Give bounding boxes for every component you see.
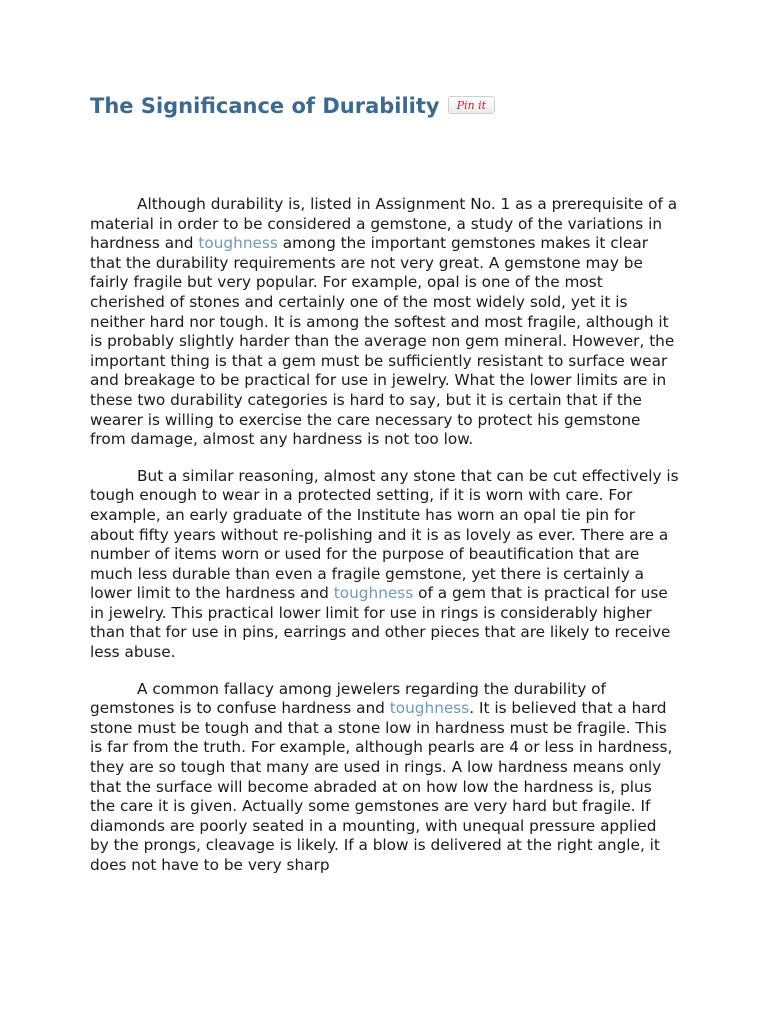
paragraph-2 <box>90 467 680 663</box>
paragraph-1-text-a: Although durability is, listed in Assignment No. 1 as a prerequisite of a material in order to be considered a gemstone, a study of the variations in hardness and <box>90 195 678 253</box>
toughness-link-1[interactable]: toughness <box>198 234 278 253</box>
paragraph-3 <box>90 680 680 876</box>
paragraph-2-text-a: But a similar reasoning, almost any stone that can be cut effectively is tough enough to wear in a protected setting, if it is worn with care. For example, an early graduate of the Institute has worn an opal tie pin for about fifty years without re-polishing and it is as lovely as ever. There are a number of items worn or used for the purpose of beautification that are much less durable than even a fragile gemstone, yet there is certainly a lower limit to the hardness and <box>90 466 679 603</box>
paragraph-3-text-a: A common fallacy among jewelers regarding the durability of gemstones is to confuse hardness and <box>90 679 606 718</box>
paragraph-1 <box>90 195 680 450</box>
pin-it-button[interactable]: Pin it <box>448 96 495 114</box>
paragraph-2-text-b: of a gem that is practical for use in jewelry. This practical lower limit for use in rings is considerably higher than that for use in pins, earrings and other pieces that are likely to receive less abuse. <box>90 584 671 662</box>
page-title: The Significance of Durability <box>90 94 440 118</box>
paragraph-3-text-b: . It is believed that a hard stone must be tough and that a stone low in hardness must be fragile. This is far from the truth. For example, although pearls are 4 or less in hardness, they are so tough that many are used in rings. A low hardness means only that the surface will become abraded at on how low the hardness is, plus the care it is given. Actually some gemstones are very hard but fragile. If diamonds are poorly seated in a mounting, with unequal pressure applied by the prongs, cleavage is likely. If a blow is delivered at the right angle, it does not have to be very sharp <box>90 699 673 874</box>
article-body <box>90 195 680 893</box>
title-row <box>90 92 495 120</box>
paragraph-1-text-b: among the important gemstones makes it clear that the durability requirements are not very great. A gemstone may be fairly fragile but very popular. For example, opal is one of the most cherished of stones and certainly one of the most widely sold, yet it is neither hard nor tough. It is among the softest and most fragile, although it is probably slightly harder than the average non gem mineral. However, the important thing is that a gem must be sufficiently resistant to surface wear and breakage to be practical for use in jewelry. What the lower limits are in these two durability categories is hard to say, but it is certain that if the wearer is willing to exercise the care necessary to protect his gemstone from damage, almost any hardness is not too low. <box>90 234 675 449</box>
toughness-link-3[interactable]: toughness <box>389 699 470 718</box>
toughness-link-2[interactable]: toughness <box>333 584 414 603</box>
